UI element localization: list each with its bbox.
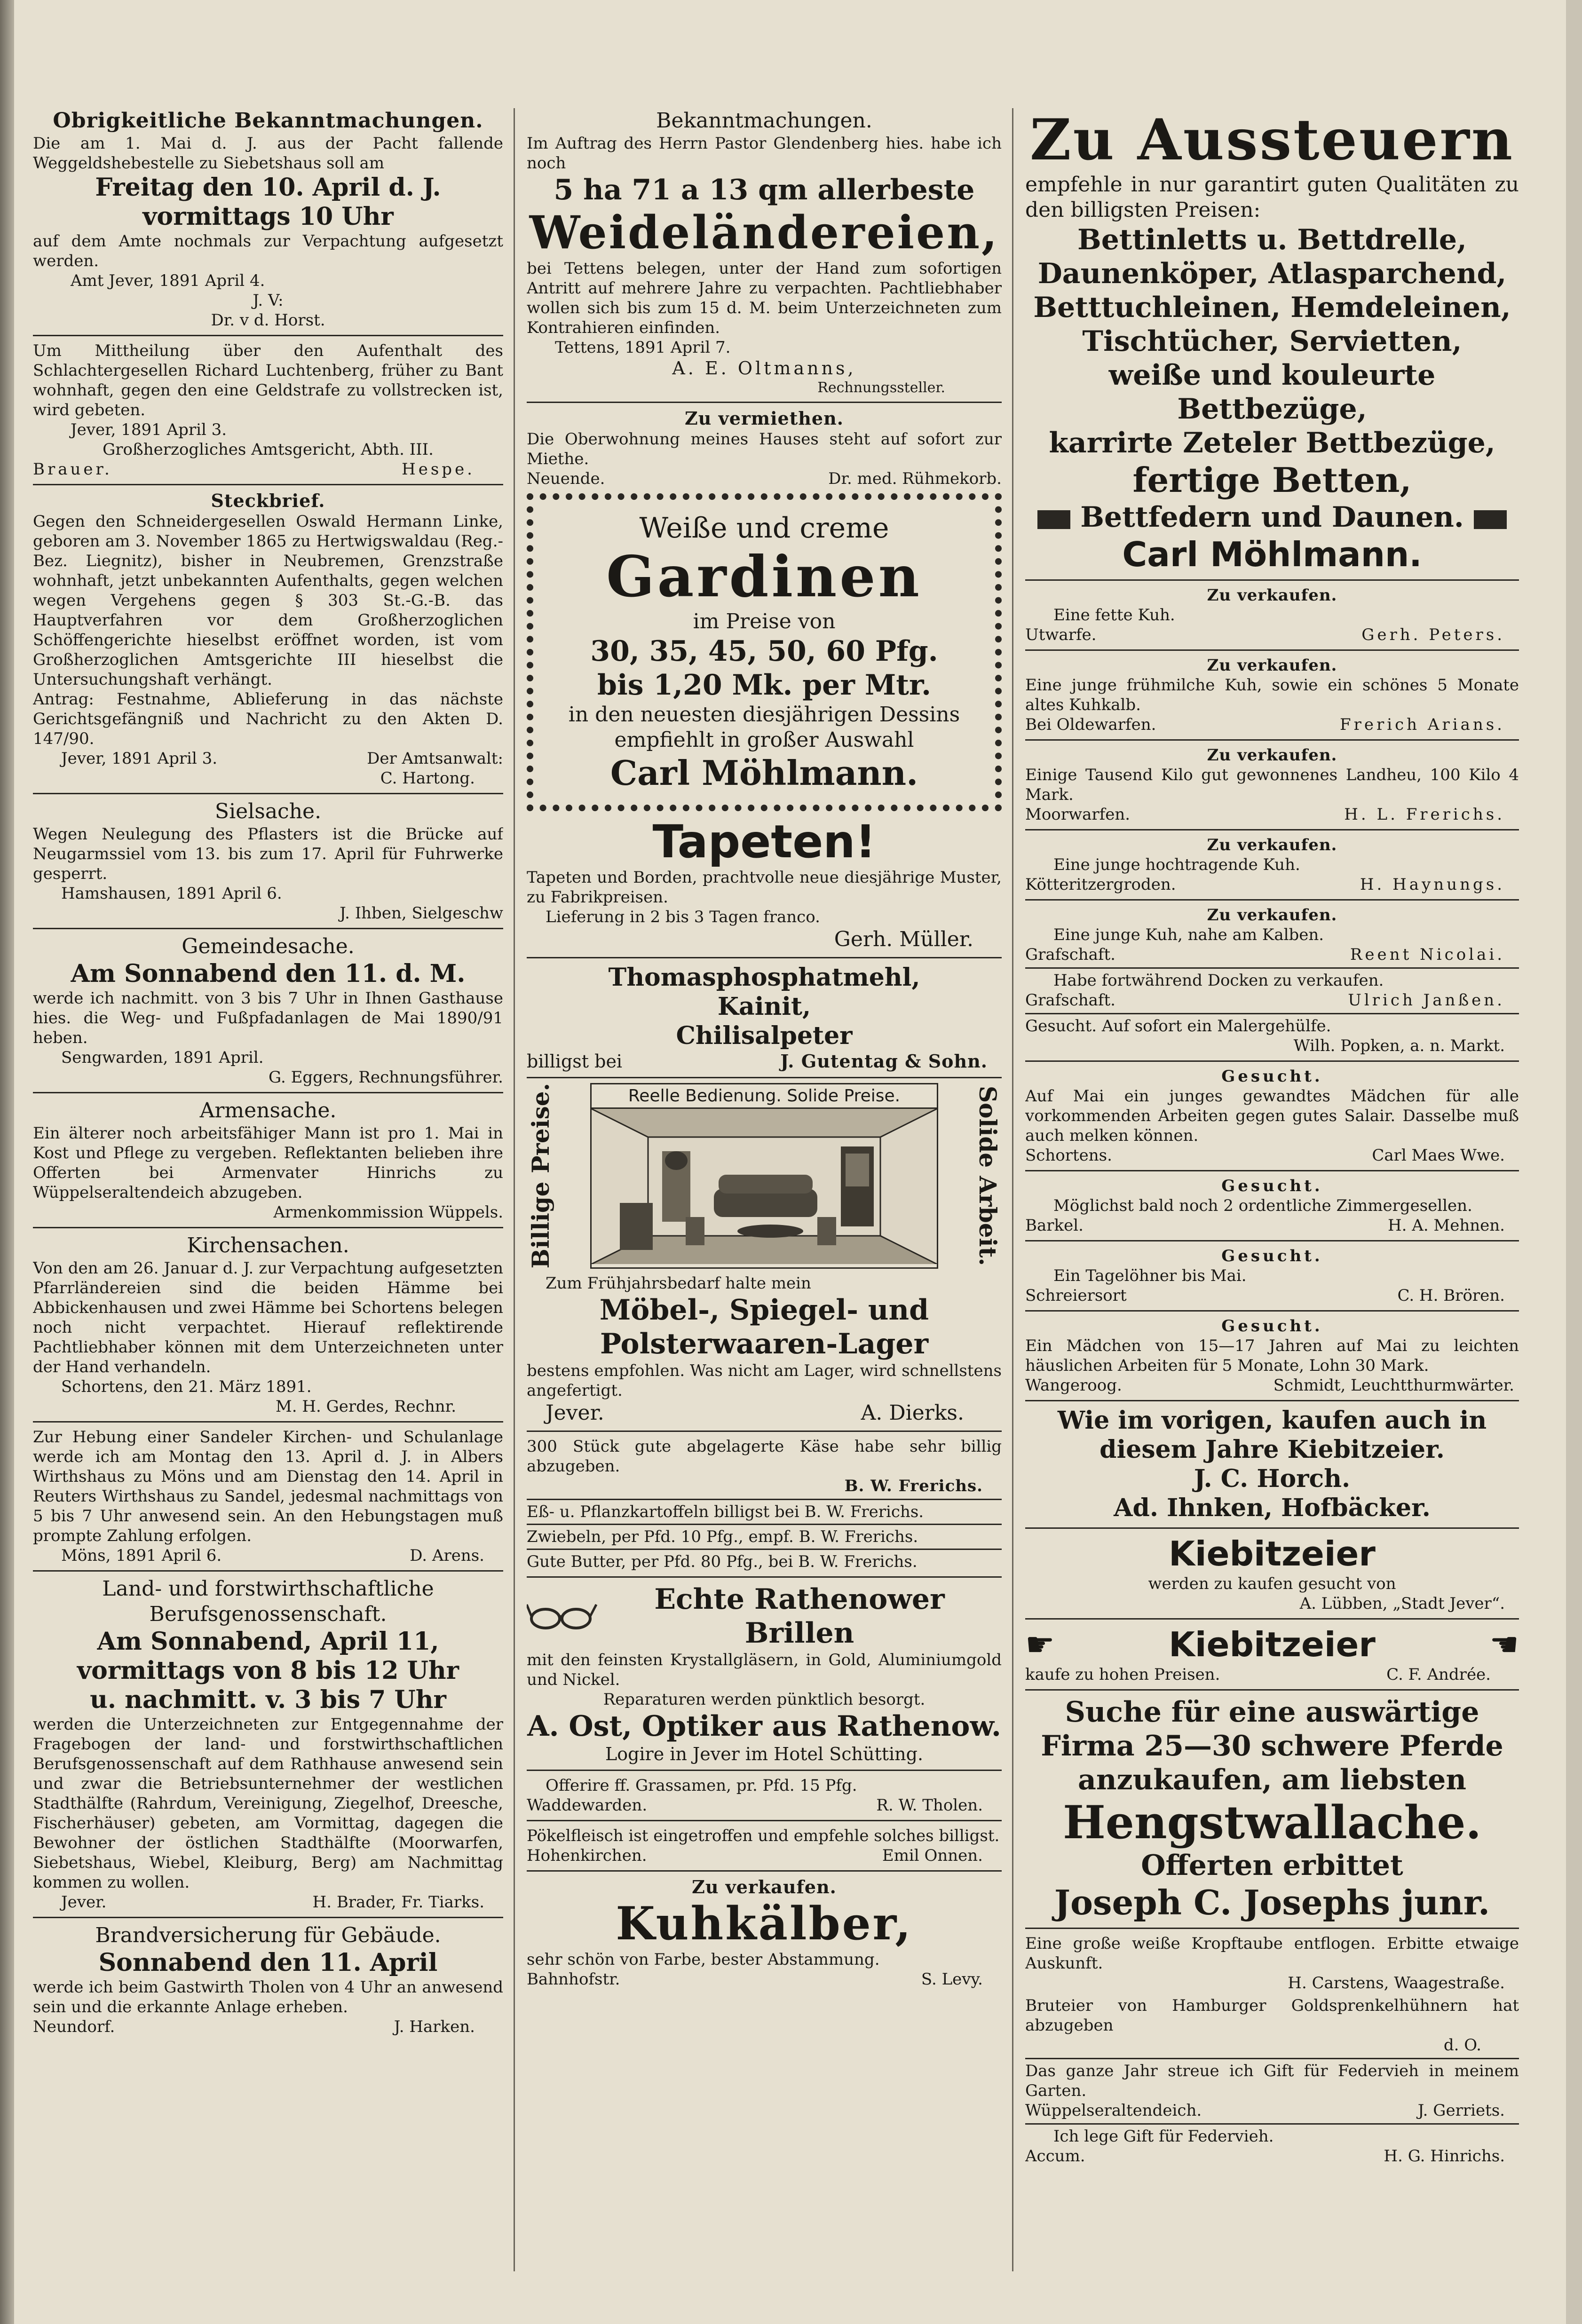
ad-sig: Dr. med. Rühmekorb. — [828, 469, 1002, 488]
ad-sig: d. O. — [1443, 2036, 1481, 2055]
divider — [33, 1092, 503, 1093]
ad-text: Antrag: Festnahme, Ablieferung in das nächste Gerichtsgefängniß und Nachricht zu den Akten D. 147/90. — [33, 690, 503, 748]
room-engraving — [590, 1083, 938, 1269]
section-title: Zu verkaufen. — [1207, 746, 1337, 765]
ad-place: Schortens, den 21. März 1891. — [61, 1377, 312, 1396]
ad-pferde — [1025, 1695, 1519, 1923]
ad-sig: J. Gutentag & Sohn. — [780, 1051, 988, 1072]
ad-gift-gerriets — [1025, 2061, 1519, 2120]
ad-bekanntmachungen — [527, 108, 1002, 397]
ad-sig: Emil Onnen. — [882, 1846, 983, 1865]
divider — [527, 1524, 1002, 1525]
ornament-bar — [1037, 510, 1070, 529]
ad-place: Schreiersort — [1025, 1286, 1127, 1305]
ad-sig: Gerh. Müller. — [834, 927, 973, 951]
ad-sig: Wilh. Popken, a. n. Markt. — [1293, 1036, 1505, 1055]
ad-text: Suche für eine auswärtige Firma 25—30 schwere Pferde anzukaufen, am liebsten — [1041, 1696, 1503, 1796]
ad-product: Kainit, — [717, 992, 811, 1021]
divider — [527, 1770, 1002, 1771]
divider — [1025, 649, 1519, 651]
ad-item: fertige Betten, — [1132, 460, 1412, 500]
ad-item: Betttuchleinen, Hemdeleinen, — [1033, 291, 1511, 324]
ad-text: Ein älterer noch arbeitsfähiger Mann ist pro 1. Mai in Kost und Pflege zu vergeben. Reflektanten belieben ihre Offerten bei Armenvater Hinrichs zu Wüppelseraltendeich abzugeben. — [33, 1124, 503, 1202]
divider — [1025, 1170, 1519, 1171]
ad-text: Eine junge frühmilche Kuh, sowie ein schönes 5 Monate altes Kuhkalb. — [1025, 676, 1519, 714]
ad-text: Tapeten und Borden, prachtvolle neue diesjährige Muster, zu Fabrikpreisen. — [527, 868, 1002, 907]
ad-place: Waddewarden. — [527, 1795, 648, 1815]
ad-time: u. nachmitt. v. 3 bis 7 Uhr — [90, 1685, 446, 1714]
spectacles-icon — [527, 1597, 597, 1635]
ad-text: Das ganze Jahr streue ich Gift für Federvieh in meinem Garten. — [1025, 2062, 1519, 2100]
divider — [33, 928, 503, 929]
divider — [1025, 829, 1519, 830]
ad-headline: Kiebitzeier — [1169, 1625, 1376, 1664]
column-rule — [1012, 108, 1013, 2271]
ad-place: Sengwarden, 1891 April. — [61, 1048, 264, 1067]
section-title: Zu verkaufen. — [1207, 586, 1337, 605]
section-title: Gesucht. — [1221, 1067, 1323, 1086]
ad-firm: Carl Möhlmann. — [610, 753, 918, 793]
ad-text: Pökelfleisch ist eingetroffen und empfehle solches billigst. — [527, 1826, 1000, 1845]
divider — [527, 1077, 1002, 1078]
ad-headline: Kiebitzeier — [1169, 1534, 1376, 1573]
ad-prices: bis 1,20 Mk. per Mtr. — [597, 669, 931, 702]
ad-kiebitzeier-horch — [1025, 1406, 1519, 1523]
ad-gesucht-4 — [1025, 1316, 1519, 1395]
ad-role: Der Amtsanwalt: — [367, 749, 503, 768]
pointing-hand-right-icon: ☛ — [1025, 1625, 1055, 1664]
ad-sig: Gerh. Peters. — [1361, 625, 1505, 644]
ad-text: Eine fette Kuh. — [1053, 606, 1175, 624]
ad-place: Wüppelseraltendeich. — [1025, 2101, 1202, 2120]
ad-sig: C. H. Brören. — [1397, 1286, 1505, 1305]
ad-sig: C. Hartong. — [380, 769, 475, 788]
ad-text: Um Mittheilung über den Aufenthalt des Schlachtergesellen Richard Luchtenberg, früher zu Bant wohnhaft, gegen den eine Geldstrafe zu vollstrecken ist, wird gebeten. — [33, 341, 503, 419]
ad-sig: G. Eggers, Rechnungsführer. — [269, 1068, 503, 1087]
ad-bruteier — [1025, 1996, 1519, 2055]
ad-text: in den neuesten diesjährigen Dessins — [568, 703, 960, 727]
ad-headline: Zu Aussteuern — [1030, 108, 1514, 173]
section-title: Gesucht. — [1221, 1317, 1323, 1336]
ad-text: Die am 1. Mai d. J. aus der Pacht fallende Weggeldshebestelle zu Siebetshaus soll am — [33, 134, 503, 173]
ad-text: Gegen den Schneidergesellen Oswald Hermann Linke, geboren am 3. November 1865 zu Hertwigswaldau (Reg.-Bez. Liegnitz), bisher in Neubremen, Grenzstraße wohnhaft, jetzt unbekannten Aufenthalts, gegen welchen wegen Vergehens gegen § 303 St.-G.-B. das Hauptverfahren vor dem Großherzoglichen Schöffengerichte hieselbst eröffnet worden, ist vom Großherzoglichen Amtsgerichte III hieselbst die Untersuchungshaft verhängt. — [33, 512, 503, 689]
ad-item: karrirte Zeteler Bettbezüge, — [1049, 427, 1495, 459]
ad-headline: Weideländereien, — [529, 206, 999, 259]
ad-place: Bahnhofstr. — [527, 1969, 620, 1989]
ad-place: Kötteritzergroden. — [1025, 875, 1176, 894]
ad-item: Bettinletts u. Bettdrelle, — [1077, 223, 1467, 256]
ad-gesucht-2 — [1025, 1176, 1519, 1235]
ad-item: Daunenköper, Atlasparchend, — [1037, 257, 1507, 290]
divider — [33, 1421, 503, 1423]
ad-text: billigst bei — [527, 1051, 623, 1072]
ad-sig: J. C. Horch. — [1194, 1464, 1351, 1493]
divider — [33, 793, 503, 794]
ad-malergehuelfe — [1025, 1016, 1519, 1056]
section-title: Brandversicherung für Gebäude. — [95, 1923, 441, 1947]
ad-text: Offerten erbittet — [1141, 1849, 1403, 1882]
ad-place: Hamshausen, 1891 April 6. — [61, 884, 282, 903]
ad-sig: B. W. Frerichs. — [844, 1476, 983, 1495]
ad-text: kaufe zu hohen Preisen. — [1025, 1665, 1220, 1684]
divider — [1025, 1689, 1519, 1691]
divider — [1025, 739, 1519, 741]
ad-verkaufen-5 — [1025, 905, 1519, 964]
divider — [527, 1820, 1002, 1821]
ad-text: Möglichst bald noch 2 ordentliche Zimmergesellen. — [1053, 1196, 1472, 1215]
ad-place: Neuende. — [527, 469, 605, 488]
ad-headline: Tapeten! — [652, 815, 876, 868]
section-title: Gesucht. — [1221, 1247, 1323, 1265]
divider — [1025, 1527, 1519, 1529]
ad-text: Wegen Neulegung des Pflasters ist die Brücke auf Neugarmssiel vom 13. bis zum 17. April für Fuhrwerke gesperrt. — [33, 825, 503, 883]
ad-firm: Carl Möhlmann. — [1122, 535, 1422, 574]
ad-place: Moorwarfen. — [1025, 805, 1131, 824]
ad-text: auf dem Amte nochmals zur Verpachtung aufgesetzt werden. — [33, 232, 503, 270]
ad-sig: H. A. Mehnen. — [1388, 1216, 1505, 1235]
ad-prices: 30, 35, 45, 50, 60 Pfg. — [590, 635, 938, 668]
ad-headline: Kuhkälber, — [616, 1897, 913, 1950]
ad-text: empfiehlt in großer Auswahl — [614, 728, 914, 752]
section-title: Zu vermiethen. — [685, 408, 844, 429]
ad-text: Eine große weiße Kropftaube entflogen. Erbitte etwaige Auskunft. — [1025, 1934, 1519, 1973]
ad-text: Wie im vorigen, kaufen auch in diesem Jahre Kiebitzeier. — [1057, 1406, 1487, 1464]
ad-place: Wangeroog. — [1025, 1376, 1122, 1395]
divider — [1025, 2058, 1519, 2059]
ornament-bar — [1474, 510, 1507, 529]
ad-date: Am Sonnabend, April 11, — [97, 1627, 439, 1656]
ad-text: Gesucht. Auf sofort ein Malergehülfe. — [1025, 1017, 1331, 1036]
ad-place: Jever, 1891 April 3. — [61, 749, 218, 768]
section-title: Armensache. — [199, 1099, 337, 1122]
ad-text: sehr schön von Farbe, bester Abstammung. — [527, 1950, 880, 1969]
section-title: Sielsache. — [214, 799, 322, 823]
ad-verkaufen-3 — [1025, 745, 1519, 824]
ad-text: mit den feinsten Krystallgläsern, in Gold, Aluminiumgold und Nickel. — [527, 1650, 1002, 1689]
ad-text: Eine junge Kuh, nahe am Kalben. — [1053, 925, 1324, 944]
ad-verkaufen-1 — [1025, 585, 1519, 645]
ad-sig: Schmidt, Leuchtthurmwärter. — [1273, 1376, 1514, 1395]
ad-firm: A. Ost, Optiker aus Rathenow. — [527, 1709, 1001, 1743]
ad-gift-hinrichs — [1025, 2126, 1519, 2166]
ad-text: Reparaturen werden pünktlich besorgt. — [603, 1690, 925, 1709]
ad-brandversicherung — [33, 1923, 503, 2037]
ad-steckbrief — [33, 490, 503, 788]
section-title: Bekanntmachungen. — [656, 109, 872, 133]
illus-banner: Reelle Bedienung. Solide Preise. — [592, 1084, 937, 1109]
ad-place: Barkel. — [1025, 1216, 1084, 1235]
ad-text: Logire in Jever im Hotel Schütting. — [605, 1743, 924, 1764]
column-rule — [514, 108, 515, 2271]
ad-text: Offerire ff. Grassamen, pr. Pfd. 15 Pfg. — [546, 1776, 857, 1795]
illus-side-text: Billige Preise. — [527, 1083, 554, 1269]
ad-place: Möns, 1891 April 6. — [61, 1546, 222, 1565]
ad-sig: Reent Nicolai. — [1350, 945, 1505, 964]
ad-place: Utwarfe. — [1025, 625, 1097, 644]
ad-aussteuern — [1025, 108, 1519, 575]
divider — [527, 1431, 1002, 1432]
divider — [527, 1499, 1002, 1500]
divider — [527, 402, 1002, 403]
ad-text: Ein Mädchen von 15—17 Jahren auf Mai zu leichten häuslichen Arbeiten für 5 Monate, Lohn 30 Mark. — [1025, 1336, 1519, 1375]
ad-vermiethen — [527, 408, 1002, 489]
ad-moebel — [527, 1083, 1002, 1426]
ad-place: Jever. — [546, 1400, 604, 1425]
ad-place: Jever, 1891 April 3. — [71, 420, 227, 439]
ad-sig: J. Harken. — [394, 2017, 475, 2036]
ad-text: Zur Hebung einer Sandeler Kirchen- und Schulanlage werde ich am Montag den 13. April d. J. in Albers Wirthshaus zu Möns und am Dienstag den 14. April in Reuters Wirthshaus zu Sandel, jedesmal nachmittags von 5 bis 7 Uhr anwesend sein. An den Hebungstagen muß prompte Zahlung erfolgen. — [33, 1428, 503, 1545]
ad-role: Rechnungssteller. — [817, 379, 945, 396]
ad-sig: M. H. Gerdes, Rechnr. — [275, 1397, 456, 1416]
ad-sig: A. Lübben, „Stadt Jever“. — [1299, 1594, 1505, 1613]
ad-text: empfehle in nur garantirt guten Qualitäten zu den billigsten Preisen: — [1025, 173, 1519, 222]
ad-berufsgenossenschaft — [33, 1576, 503, 1912]
ad-court: Großherzogliches Amtsgericht, Abth. III. — [103, 440, 434, 459]
ad-text: Lieferung in 2 bis 3 Tagen franco. — [546, 908, 820, 926]
page-binding — [0, 0, 14, 2324]
ad-text: Ein Tagelöhner bis Mai. — [1053, 1266, 1247, 1285]
ad-sig: Armenkommission Wüppels. — [273, 1203, 503, 1222]
ad-poekelfleisch — [527, 1826, 1002, 1866]
ad-product: Chilisalpeter — [676, 1021, 853, 1050]
ad-text: Habe fortwährend Docken zu verkaufen. — [1053, 971, 1384, 990]
divider — [527, 1870, 1002, 1872]
divider — [527, 957, 1002, 958]
illus-side-text: Solide Arbeit. — [974, 1085, 1002, 1266]
ad-kropftaube — [1025, 1934, 1519, 1993]
section-title: Zu verkaufen. — [1207, 836, 1337, 854]
ad-text: im Preise von — [693, 609, 836, 633]
ad-kaese — [527, 1437, 1002, 1496]
ad-headline: Möbel-, Spiegel- und Polsterwaaren-Lager — [599, 1293, 929, 1360]
ad-kirchensachen — [33, 1233, 503, 1416]
ad-gesucht-1 — [1025, 1067, 1519, 1165]
ad-date: Sonnabend den 11. April — [98, 1948, 438, 1977]
ad-gemeindesache — [33, 934, 503, 1087]
divider — [1025, 1310, 1519, 1312]
ad-date: Freitag den 10. April d. J. — [95, 173, 441, 202]
ad-headline: 5 ha 71 a 13 qm allerbeste — [554, 174, 975, 206]
ad-sig: C. F. Andrée. — [1386, 1665, 1491, 1684]
divider — [1025, 1060, 1519, 1062]
ad-sandel — [33, 1427, 503, 1565]
section-title: Gemeindesache. — [182, 934, 355, 958]
divider — [1025, 1240, 1519, 1241]
ad-sig: Carl Maes Wwe. — [1372, 1146, 1505, 1165]
ad-item: weiße und kouleurte Bettbezüge, — [1108, 359, 1436, 426]
ad-grassamen — [527, 1776, 1002, 1815]
ad-gardinen — [527, 493, 1002, 811]
ad-text: Eine junge hochtragende Kuh. — [1053, 855, 1300, 874]
divider — [1025, 1400, 1519, 1401]
ad-sig: S. Levy. — [921, 1969, 983, 1989]
divider — [33, 1917, 503, 1918]
ad-sig: H. Carstens, Waagestraße. — [1288, 1974, 1505, 1992]
ad-kartoffeln: Eß- u. Pflanzkartoffeln billigst bei B. W. Frerichs. — [527, 1502, 924, 1521]
ad-place: Bei Oldewarfen. — [1025, 715, 1156, 734]
divider — [527, 1549, 1002, 1550]
ad-text: Ich lege Gift für Federvieh. — [1053, 2127, 1274, 2146]
ad-firm: Joseph C. Josephs junr. — [1054, 1882, 1490, 1922]
ad-kiebitzeier-luebben — [1025, 1534, 1519, 1613]
divider — [1025, 1013, 1519, 1014]
divider — [1025, 967, 1519, 969]
column-right — [1025, 108, 1519, 2271]
ad-text: 300 Stück gute abgelagerte Käse habe sehr billig abzugeben. — [527, 1437, 1002, 1476]
ad-place: Hohenkirchen. — [527, 1846, 647, 1865]
divider — [1025, 1928, 1519, 1929]
ad-text: werde ich nachmitt. von 3 bis 7 Uhr in Ihnen Gasthause hies. die Weg- und Fußpfadanlagen de Mai 1890/91 heben. — [33, 989, 503, 1047]
ad-sig: Hespe. — [402, 460, 475, 479]
ad-place: Jever. — [61, 1893, 107, 1912]
ad-verkaufen-4 — [1025, 835, 1519, 894]
ad-text: werden die Unterzeichneten zur Entgegennahme der Fragebogen der land- und forstwirthschaftlichen Berufsgenossenschaft auf dem Rathhause anwesend sein und zwar die Betriebsunternehmer der westlichen Stadthälfte (Rahrdum, Vereinigung, Ziegelhof, Dreesche, Fischerhäuser) gebeten, am Vormittag, dagegen die Bewohner der östlichen Stadthälfte (Moorwarfen, Siebetshaus, Wiebel, Kleiburg, Berg) am Nachmittag kommen zu wollen. — [33, 1715, 503, 1892]
pointing-hand-left-icon: ☚ — [1489, 1625, 1519, 1664]
ad-text: bei Tettens belegen, unter der Hand zum sofortigen Antritt auf mehrere Jahre zu verpachten. Pachtliebhaber wollen sich bis zum 15 d. M. beim Unterzeichneten zum Kontrahieren einfinden. — [527, 259, 1002, 337]
ad-place: Accum. — [1025, 2147, 1085, 2166]
ad-kuhkaelber — [527, 1876, 1002, 1989]
ad-text: werden zu kaufen gesucht von — [1148, 1574, 1396, 1593]
ad-headline: Echte Rathenower Brillen — [654, 1582, 945, 1650]
section-title: Zu verkaufen. — [1207, 906, 1337, 925]
ad-place: Schortens. — [1025, 1146, 1112, 1165]
ad-sig: Dr. v d. Horst. — [211, 311, 325, 330]
ad-text: Auf Mai ein junges gewandtes Mädchen für alle vorkommenden Arbeiten gegen gutes Salair. Dasselbe muß auch melken können. — [1025, 1087, 1519, 1145]
ad-kiebitzeier-andree — [1025, 1624, 1519, 1684]
ad-zwiebeln: Zwiebeln, per Pfd. 10 Pfg., empf. B. W. Frerichs. — [527, 1527, 918, 1546]
ad-product: Thomasphosphatmehl, — [608, 963, 920, 992]
ad-place: Tettens, 1891 April 7. — [555, 338, 731, 357]
ad-text: bestens empfohlen. Was nicht am Lager, wird schnellstens angefertigt. — [527, 1361, 1002, 1400]
section-title: Zu verkaufen. — [1207, 656, 1337, 675]
ad-text: Einige Tausend Kilo gut gewonnenes Landheu, 100 Kilo 4 Mark. — [1025, 766, 1519, 804]
ad-sig: H. Haynungs. — [1360, 875, 1505, 894]
ad-sig: H. L. Frerichs. — [1344, 805, 1505, 824]
column-left — [33, 108, 503, 2271]
ad-place: Amt Jever, 1891 April 4. — [71, 271, 265, 290]
divider — [33, 1227, 503, 1228]
ad-text: Zum Frühjahrsbedarf halte mein — [546, 1273, 811, 1293]
ad-time: vormittags von 8 bis 12 Uhr — [77, 1656, 459, 1685]
ad-text: Weiße und creme — [639, 512, 889, 545]
ad-place: Grafschaft. — [1025, 945, 1115, 964]
ad-sig: D. Arens. — [410, 1546, 484, 1565]
newspaper-page — [14, 0, 1566, 2324]
divider — [527, 1576, 1002, 1578]
ad-headline: Hengstwallache. — [1063, 1796, 1481, 1849]
column-middle — [527, 108, 1002, 2271]
ad-sig: Ad. Ihnken, Hofbäcker. — [1114, 1494, 1431, 1522]
ad-brillen — [527, 1582, 1002, 1765]
ad-sig: R. W. Tholen. — [876, 1795, 983, 1815]
ad-sig: J. Ihben, Sielgeschw — [340, 904, 503, 923]
ad-sig: J. V: — [253, 291, 284, 310]
ad-obrigkeitliche — [33, 108, 503, 330]
ad-text: Von den am 26. Januar d. J. zur Verpachtung aufgesetzten Pfarrländereien sind die beiden Hämme bei Abbickenhausen und zwei Hämme bei Schortens belegen noch nicht verpachtet. Hierauf reflektirende Pachtliebhaber können mit dem Unterzeichneten unter der Hand verhandeln. — [33, 1259, 503, 1376]
ad-sig: A. E. Oltmanns, — [672, 358, 856, 379]
ad-sig: A. Dierks. — [861, 1400, 964, 1425]
ad-sig: Ulrich Janßen. — [1348, 991, 1505, 1010]
divider — [1025, 1618, 1519, 1620]
ad-sig: Frerich Arians. — [1340, 715, 1505, 734]
section-title: Steckbrief. — [211, 490, 325, 511]
divider — [33, 484, 503, 485]
ad-text: Im Auftrag des Herrn Pastor Glendenberg hies. habe ich noch — [527, 134, 1002, 173]
divider — [33, 335, 503, 336]
ad-time: vormittags 10 Uhr — [142, 202, 394, 231]
ad-text: Bruteier von Hamburger Goldsprenkelhühnern hat abzugeben — [1025, 1996, 1519, 2035]
ad-date: Am Sonnabend den 11. d. M. — [71, 959, 466, 988]
ad-verkaufen-2 — [1025, 656, 1519, 735]
section-title: Kirchensachen. — [187, 1233, 349, 1257]
ad-item: Bettfedern und Daunen. — [1080, 501, 1464, 534]
section-title: Zu verkaufen. — [692, 1876, 837, 1897]
ad-sig: H. Brader, Fr. Tiarks. — [312, 1893, 484, 1912]
ad-mittheilung — [33, 341, 503, 479]
ad-item: Tischtücher, Servietten, — [1082, 325, 1462, 358]
room-furniture-drawing — [592, 1109, 937, 1264]
ad-sig: H. G. Hinrichs. — [1384, 2147, 1505, 2166]
ad-butter: Gute Butter, per Pfd. 80 Pfg., bei B. W. Frerichs. — [527, 1552, 918, 1571]
ad-text: werde ich beim Gastwirth Tholen von 4 Uhr an anwesend sein und die erkannte Anlage erheben. — [33, 1978, 503, 2016]
section-title: Obrigkeitliche Bekanntmachungen. — [53, 109, 483, 133]
ad-thomasphosphat — [527, 963, 1002, 1072]
section-title: Gesucht. — [1221, 1177, 1323, 1195]
ad-sielsache — [33, 799, 503, 923]
ad-gesucht-3 — [1025, 1246, 1519, 1305]
divider — [1025, 899, 1519, 901]
ad-sig: J. Gerriets. — [1417, 2101, 1505, 2120]
divider — [1025, 2123, 1519, 2125]
ad-headline: Gardinen — [606, 544, 922, 610]
section-title: Land- und forstwirthschaftliche Berufsgenossenschaft. — [102, 1577, 434, 1626]
divider — [1025, 579, 1519, 581]
ad-sig: Brauer. — [33, 460, 112, 479]
ad-text: Die Oberwohnung meines Hauses steht auf sofort zur Miethe. — [527, 430, 1002, 468]
ad-place: Grafschaft. — [1025, 991, 1115, 1010]
furniture-illustration — [527, 1083, 1002, 1269]
ad-armensache — [33, 1098, 503, 1222]
divider — [33, 1570, 503, 1572]
ad-tapeten — [527, 816, 1002, 952]
ad-place: Neundorf. — [33, 2017, 115, 2036]
ad-docken — [1025, 971, 1519, 1010]
